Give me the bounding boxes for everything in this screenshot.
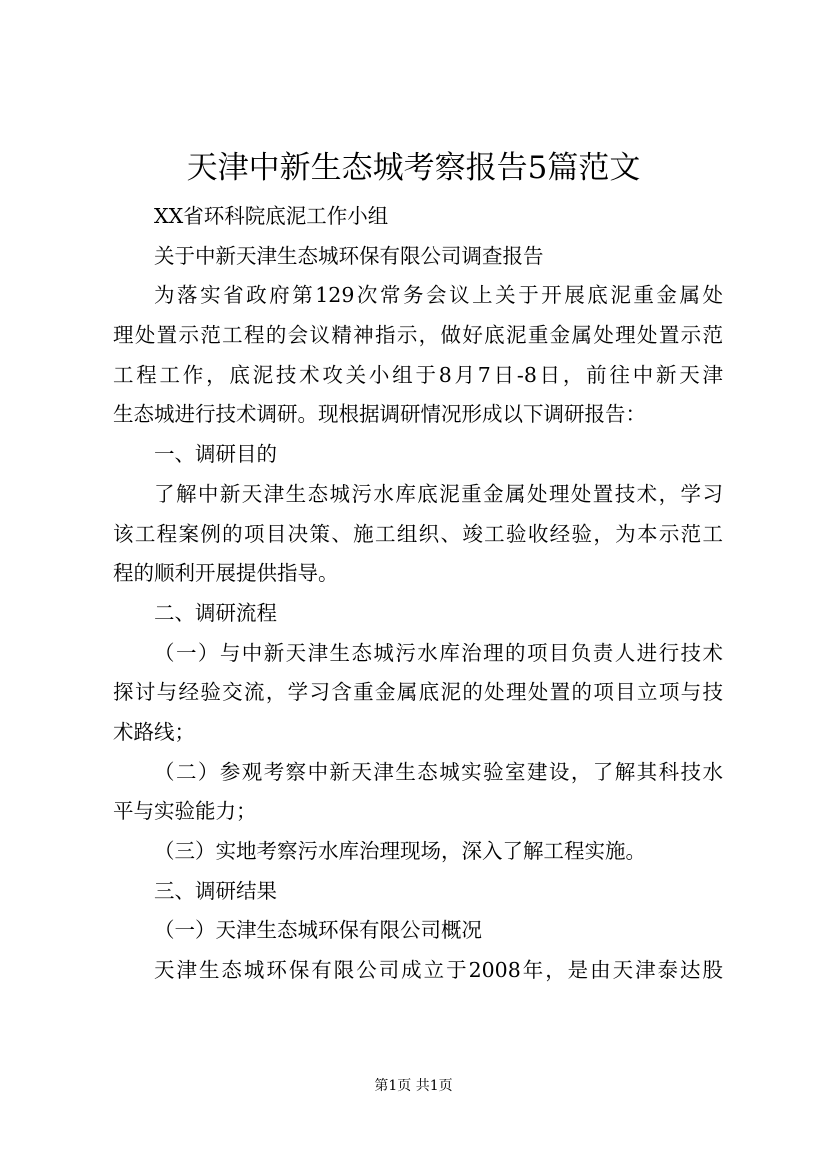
document-line: 该工程案例的项目决策、施工组织、竣工验收经验，为本示范工 [113, 521, 723, 546]
document-line: 程的顺利开展提供指导。 [113, 561, 339, 586]
document-line: 术路线； [113, 719, 195, 744]
document-line: 为落实省政府第129次常务会议上关于开展底泥重金属处 [154, 283, 723, 308]
document-line: （一）天津生态城环保有限公司概况 [154, 918, 482, 943]
document-title: 天津中新生态城考察报告5篇范文 [186, 150, 641, 186]
page-footer: 第1页 共1页 [374, 1078, 453, 1094]
document-line: 探讨与经验交流，学习含重金属底泥的处理处置的项目立项与技 [113, 680, 723, 705]
document-line: 三、调研结果 [154, 878, 277, 903]
document-line: （三）实地考察污水库治理现场，深入了解工程实施。 [154, 839, 646, 863]
document-line: 天津生态城环保有限公司成立于2008年，是由天津泰达股 [154, 958, 723, 983]
document-line: 工程工作，底泥技术攻关小组于8月7日-8日，前往中新天津 [113, 362, 723, 387]
document-line: （一）与中新天津生态城污水库治理的项目负责人进行技术 [154, 640, 723, 665]
document-line: 生态城进行技术调研。现根据调研情况形成以下调研报告： [113, 402, 646, 427]
document-line: 平与实验能力； [113, 799, 257, 824]
document-body [113, 197, 723, 991]
document-line: 关于中新天津生态城环保有限公司调查报告 [154, 243, 544, 268]
document-line: 二、调研流程 [154, 600, 277, 625]
document-line: 一、调研目的 [154, 442, 277, 467]
document-line: XX省环科院底泥工作小组 [154, 204, 389, 228]
document-line: 了解中新天津生态城污水库底泥重金属处理处置技术，学习 [154, 481, 723, 506]
document-line: （二）参观考察中新天津生态城实验室建设，了解其科技水 [154, 759, 723, 784]
document-line: 理处置示范工程的会议精神指示，做好底泥重金属处理处置示范 [113, 323, 723, 348]
